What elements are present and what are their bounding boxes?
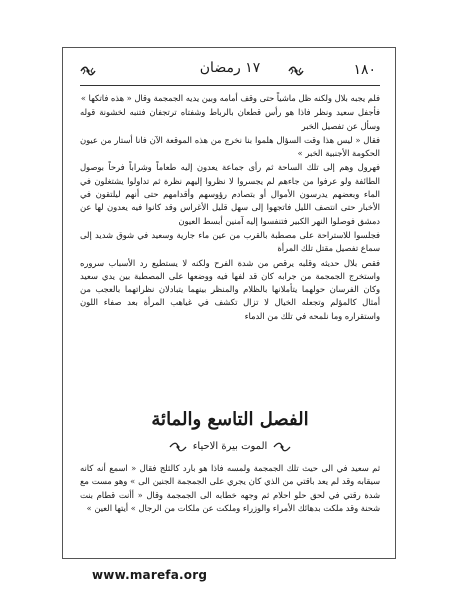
paragraph: فلم يجبه بلال ولكنه ظل ماشياً حتى وقف أمامه وبين يديه الجمجمة وقال « هذه فاتكها » [80, 93, 380, 103]
chapter-subtitle-row [80, 440, 380, 454]
body-text [80, 92, 380, 324]
paragraph: فجلسوا للاستراحة على مصطبة بالقرب من عين ماء جارية وسعيد في شوق شديد إلى سماع تفصيل مقتل تلك المرأة [80, 229, 380, 254]
page-header [80, 60, 380, 82]
paragraph: ثم سعيد في الى حيث تلك الجمجمة ولمسه فاذا هو بارد كالثلج فقال « اسمع أنه كانه سيقابه وقد لم يعد باقتي من الذي كان يجري على الجمجمة الجنين الى » وهو مست مع شدة رقتي في لحق حلو احلام ثم وجهه خطابه الى الجمجمة وقال « أأنت قطام بنت شحنة وقد ملكت بدهائك الأمراء والوزراء وملكت عن ملكات من الرجال » أيتها العين » [80, 463, 380, 513]
running-title: ١٧ رمضان [199, 60, 261, 76]
chapter-subtitle: الموت بيرة الاحياء [192, 441, 268, 452]
website-watermark: www.marefa.org [92, 568, 208, 582]
floral-ornament-icon [273, 442, 291, 452]
chapter-body [80, 462, 380, 515]
floral-ornament-icon [169, 442, 187, 452]
paragraph: فهرول وهم إلى تلك الساحة ثم رأى جماعة يعدون إليه طعاماً وشراباً فرحاً بوصول الطائفة ولو عرفوا من جاءهم لم يجسروا لا نظروا إليهم نظرة ثم تداولوا يشتغلون في الماء وبعضهم يدرسون الأموال أو بتصادم رؤوسهم وأقدامهم حتى أنهم ليلتقون في الأخبار حتى انتصف الليل فاتجهوا إلى سهل قليل الأغراس وقد كانوا فيه يعدون لها عن دمشق فوصلوا النهر الكبير فتنفسوا إليه آمنين أبسط العيون [80, 162, 380, 226]
floral-ornament-icon [288, 65, 304, 77]
paragraph: فقال « ليس هذا وقت السؤال هلموا بنا نخرج من هذه الموقعة الآن فانا أستار من عيون الحكومة الأجنبية الخبر » [80, 134, 380, 159]
chapter-title: الفصل التاسع والمائة [151, 409, 309, 430]
header-rule [80, 85, 380, 86]
page-number: ١٨٠ [353, 62, 376, 78]
paragraph: فأجفل سعيد ونظر فاذا هو رأس قطعان بالرباط وشفتاه ترتجفان فتنبه لخشونة قوله وسأل عن تفصيل الخبر [80, 107, 380, 131]
paragraph: فقص بلال حديثه وقلبه يرقص من شدة الفرح ولكنه لا يستطيع رد الأسباب سروره واستخرج الجمجمة من جرابه كان قد لفها فيه ووضعها على المصطبة بين يدي سعيد وكان الفرسان حولهما يتأملانها بالظلام والمنظر بينهما يتبادلان نظراتهما بالعجب من أمثال كالمؤلم وتجعله الخيال لا تزال تكشف في غياهب المرأة بعد صفاء اللون واستقراره وما نلمحه في تلك من الدماء [80, 257, 380, 321]
